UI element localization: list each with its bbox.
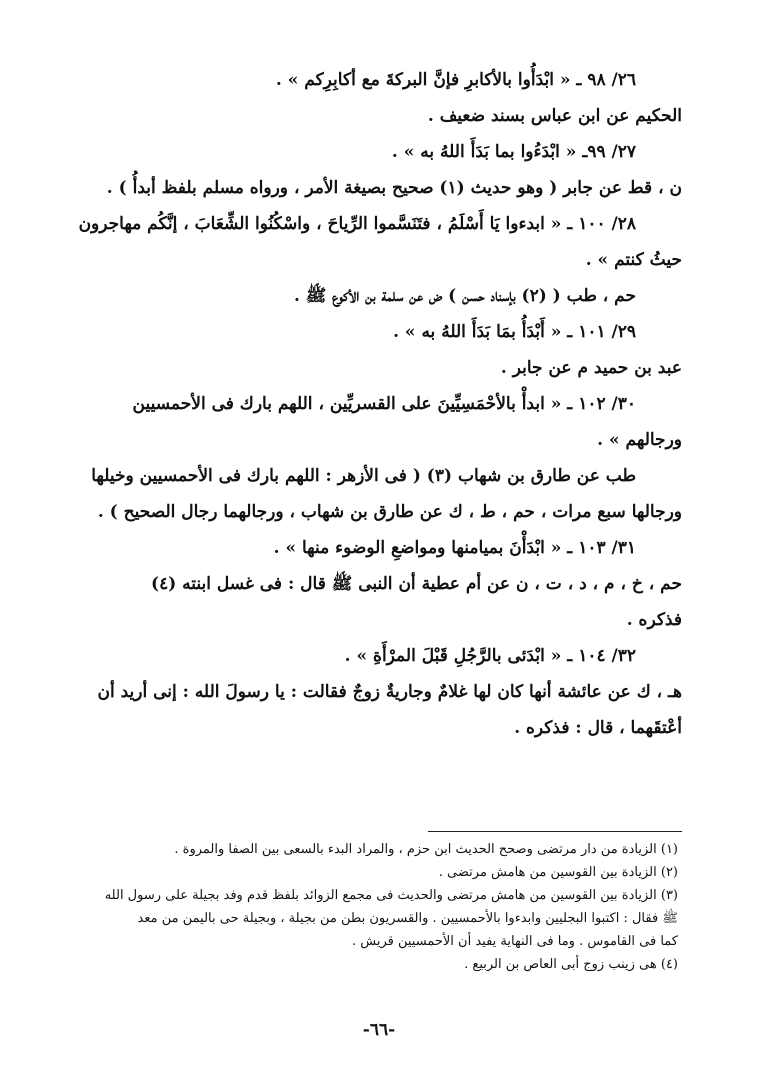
hadith-30-text-cont: ورجالهم » . (597, 430, 682, 450)
hadith-28-text-cont: حيثُ كنتم » . (585, 250, 682, 270)
hadith-31-source-cont: فذكره . (626, 610, 682, 630)
hadith-28-text: ٢٨/ ١٠٠ ـ « ابدءوا يَا أَسْلَمُ ، فتَنَسَّموا الرِّياحَ ، واسْكُنُوا الشِّعَابَ ، إنَّكُم مهاجرون (78, 214, 636, 234)
hadith-31-text: ٣١/ ١٠٣ ـ « ابْدَأْنَ بميامنها ومواضعِ الوضوء منها » . (273, 538, 636, 558)
footnote-4: (٤) هى زينب زوج أبى العاص بن الربيع . (464, 957, 678, 972)
hadith-28-source: حم ، طب ( (٢) بإسناد حسن ) ض عن سلمة بن الأكوع ﷺ . (293, 286, 636, 306)
footnote-3: (٣) الزيادة بين القوسين من هامش مرتضى والحديث فى مجمع الزوائد بلفظ قدم وفد بجيلة على رسول الله (104, 888, 678, 903)
hadith-30-text: ٣٠/ ١٠٢ ـ « ابدأْ بالأحْمَسِيِّينَ على القسريِّين ، اللهم بارك فى الأحمسيين (132, 394, 636, 414)
hadith-27-source: ن ، قط عن جابر ( وهو حديث (١) صحيح بصيغة الأمر ، ورواه مسلم بلفظ أبدأُ ) . (106, 178, 682, 198)
main-text (60, 62, 682, 746)
hadith-29-source: عبد بن حميد م عن جابر . (500, 358, 682, 378)
hadith-31-source: حم ، خ ، م ، د ، ت ، ن عن أم عطية أن النبى ﷺ قال : فى غسل ابنته (٤) (151, 574, 682, 594)
hadith-27-text: ٢٧/ ٩٩ـ « ابْدَءُوا بما بَدَأَ اللهُ به » . (391, 142, 636, 162)
hadith-32-source: هـ ، ك عن عائشة أنها كان لها غلامٌ وجاريةٌ زوجٌ فقالت : يا رسولَ الله : إنى أريد أن (97, 682, 682, 702)
footnote-1: (١) الزيادة من دار مرتضى وصحح الحديث ابن حزم ، والمراد البدء بالسعى بين الصفا والمروة . (174, 842, 678, 857)
hadith-32-source-cont: أعْتقَهما ، قال : فذكره . (514, 718, 682, 738)
hadith-26-text: ٢٦/ ٩٨ ـ « ابْدَأُوا بالأكابرِ فإنَّ البركةَ مع أكابِرِكم » . (275, 70, 636, 90)
hadith-32-text: ٣٢/ ١٠٤ ـ « ابْدَئى بالرَّجُلِ قَبْلَ المرْأَةِ » . (344, 646, 636, 666)
footnote-3-cont-2: كما فى القاموس . وما فى النهاية يفيد أن الأحمسيين قريش . (352, 934, 678, 949)
hadith-30-source: طب عن طارق بن شهاب (٣) ( فى الأزهر : اللهم بارك فى الأحمسيين وخيلها (91, 466, 636, 486)
footnotes (64, 838, 678, 976)
hadith-26-source: الحكيم عن ابن عباس بسند ضعيف . (427, 106, 682, 126)
footnote-divider (428, 831, 682, 832)
hadith-29-text: ٢٩/ ١٠١ ـ « أَبْدَأُ بمَا بَدَأَ اللهُ به » . (393, 322, 636, 342)
footnote-2: (٢) الزيادة بين القوسين من هامش مرتضى . (438, 865, 678, 880)
footnote-3-cont: ﷺ فقال : اكتبوا البجليين وابدءوا بالأحمسيين . والقسريون بطن من بجيلة ، وبجيلة حى باليمن من معد (137, 911, 678, 926)
page-number: -٦٦- (362, 1020, 396, 1040)
hadith-30-source-cont: ورجالها سبع مرات ، حم ، ط ، ك عن طارق بن شهاب ، ورجالهما رجال الصحيح ) . (97, 502, 682, 522)
